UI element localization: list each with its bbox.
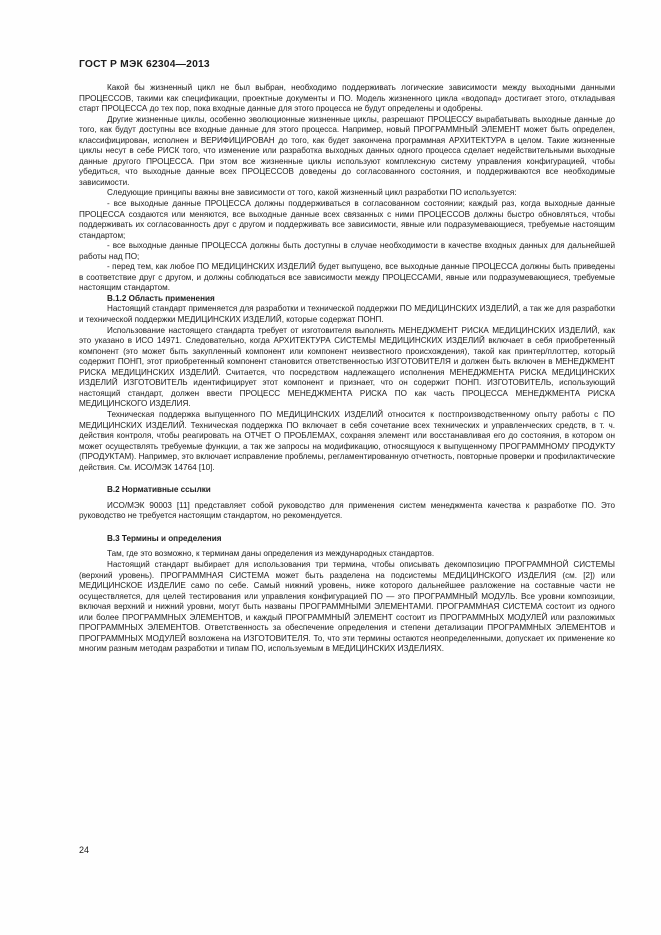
paragraph: Настоящий стандарт выбирает для использования три термина, чтобы описывать декомпозицию ПРОГРАММНОЙ СИСТЕМЫ (верхний уровень). ПРОГРАММНАЯ СИСТЕМА может быть разделена на подсистемы МЕДИЦИНСКОГО ИЗДЕЛИЯ (см. [2]) или МЕДИЦИНСКОЕ ИЗДЕЛИЕ само по себе. Самый нижний уровень, ниже которого дальнейшее разложение на составные части не осуществляется, для целей тестирования или управления конфигурацией ПО — это ПРОГРАММНЫЙ МОДУЛЬ. Все уровни композиции, включая верхний и нижний уровни, могут быть названы ПРОГРАММНЫМИ ЭЛЕМЕНТАМИ. ПРОГРАММНАЯ СИСТЕМА состоит из одного или более ПРОГРАММНЫХ ЭЛЕМЕНТОВ, и каждый ПРОГРАММНЫЙ ЭЛЕМЕНТ состоит из ПРОГРАММНЫХ МОДУЛЕЙ или разложимых ПРОГРАММНЫХ ЭЛЕМЕНТОВ. Ответственность за обеспечение определения и степени детализации ПРОГРАММНЫХ ЭЛЕМЕНТОВ и ПРОГРАММНЫХ МОДУЛЕЙ возложена на ИЗГОТОВИТЕЛЯ. То, что эти термины остаются неопределенными, допускает их применение ко многим разным методам разработки и типам ПО, используемым в МЕДИЦИНСКИХ ИЗДЕЛИЯХ.	[79, 559, 615, 654]
paragraph: Там, где это возможно, к терминам даны определения из международных стандартов.	[107, 549, 435, 559]
list-item: - все выходные данные ПРОЦЕССА должны поддерживаться в согласованном состоянии; каждый раз, когда выходные данные ПРОЦЕССА создаются или меняются, все выходные данные всех связанных с ними ПРОЦЕССОВ должны быстро обновляться, чтобы поддерживать их согласованность друг с другом и поддерживать все зависимости, явные или подразумевающиеся, требуемые настоящим стандартом;	[79, 199, 615, 240]
paragraph: Настоящий стандарт применяется для разработки и технической поддержки ПО МЕДИЦИНСКИХ ИЗДЕЛИЙ, а так же для разработки и технической поддержки МЕДИЦИНСКИХ ИЗДЕЛИЙ, которые содержат ПОНП.	[79, 304, 615, 325]
page-number: 24	[79, 845, 90, 855]
paragraph: Использование настоящего стандарта требует от изготовителя выполнять МЕНЕДЖМЕНТ РИСКА МЕДИЦИНСКИХ ИЗДЕЛИЙ, как это указано в ИСО 14971. Следовательно, когда АРХИТЕКТУРА СИСТЕМЫ МЕДИЦИНСКИХ ИЗДЕЛИЙ включает в себя приобретенный компонент (это может быть закупленный компонент или компонент неизвестного происхождения), такой как принтер/плоттер, который содержит ПОНП, этот приобретенный компонент становится ответственностью ИЗГОТОВИТЕЛЯ и должен быть включен в МЕНЕДЖМЕНТ РИСКА МЕДИЦИНСКИХ ИЗДЕЛИЙ. Считается, что посредством надлежащего исполнения МЕНЕДЖМЕНТА РИСКА МЕДИЦИНСКИХ ИЗДЕЛИЙ ИЗГОТОВИТЕЛЬ идентифицирует этот компонент и признает, что он содержит ПОНП. ИЗГОТОВИТЕЛЬ, использующий настоящий стандарт, должен ввести ПРОЦЕСС МЕНЕДЖМЕНТА РИСКА ПО как часть ПРОЦЕССА МЕНЕДЖМЕНТА РИСКА МЕДИЦИНСКОГО ИЗДЕЛИЯ.	[79, 325, 615, 409]
paragraph: ИСО/МЭК 90003 [11] представляет собой руководство для применения систем менеджмента качества к разработке ПО. Это руководство не требуется настоящим стандартом, но рекомендуется.	[79, 500, 615, 521]
list-item: - все выходные данные ПРОЦЕССА должны быть доступны в случае необходимости в качестве входных данных для дальнейшей работы над ПО;	[79, 241, 615, 261]
section-heading-b2: В.2 Нормативные ссылки	[107, 485, 211, 495]
document-body	[79, 83, 615, 655]
section-heading-b12: В.1.2 Область применения	[107, 293, 215, 303]
list-item: - перед тем, как любое ПО МЕДИЦИНСКИХ ИЗДЕЛИЙ будет выпущено, все выходные данные ПРОЦЕССА должны быть приведены в соответствие друг с другом, и должны соблюдаться все зависимости между ПРОЦЕССАМИ, явные или подразумевающиеся, требуемые настоящим стандартом.	[79, 262, 615, 293]
section-heading-b3: В.3 Термины и определения	[107, 533, 222, 543]
paragraph: Другие жизненные циклы, особенно эволюционные жизненные циклы, разрешают ПРОЦЕССУ вырабатывать выходные данные до того, как будут доступны все входные данные для этого процесса. Например, новый ПРОГРАММНЫЙ ЭЛЕМЕНТ может быть определен, классифицирован, исполнен и ВЕРИФИЦИРОВАН до того, как будет закончена программная АРХИТЕКТУРА в целом. Такие жизненные циклы несут в себе РИСК того, что изменение или разработка выходных данных одного процесса сделает недействительными выходные данные другого ПРОЦЕССА. При этом все жизненные циклы используют комплексную систему управления конфигурацией, чтобы убедиться, что выходные данные всех ПРОЦЕССОВ доведены до согласованного состояния, и поддерживаются все необходимые зависимости.	[79, 114, 615, 187]
page-header-standard-title: ГОСТ Р МЭК 62304—2013	[79, 59, 210, 70]
paragraph: Какой бы жизненный цикл не был выбран, необходимо поддерживать логические зависимости между выходными данными ПРОЦЕССОВ, такими как спецификации, проектные документы и ПО. Модель жизненного цикла «водопад» достигает этого, откладывая старт ПРОЦЕССА до тех пор, пока входные данные для этого процесса не будут определены и одобрены.	[79, 83, 615, 114]
paragraph: Следующие принципы важны вне зависимости от того, какой жизненный цикл разработки ПО используется:	[107, 188, 517, 198]
paragraph: Техническая поддержка выпущенного ПО МЕДИЦИНСКИХ ИЗДЕЛИЙ относится к постпроизводственному опыту работы с ПО МЕДИЦИНСКИХ ИЗДЕЛИЙ. Техническая поддержка ПО включает в себя сочетание всех технических и управленческих средств, в т. ч. действия контроля, чтобы реагировать на ОТЧЕТ О ПРОБЛЕМАХ, сохраняя элемент или восстанавливая его до состояния, в котором он может осуществлять требуемые функции, а так же запросы на модификацию, относящуюся к выпущенному ПРОГРАММНОМУ ПРОДУКТУ (ПРОДУКТАМ). Например, это включает исправление проблемы, регламентированную отчетность, повторные проверки и профилактические действия. См. ИСО/МЭК 14764 [10].	[79, 409, 615, 472]
